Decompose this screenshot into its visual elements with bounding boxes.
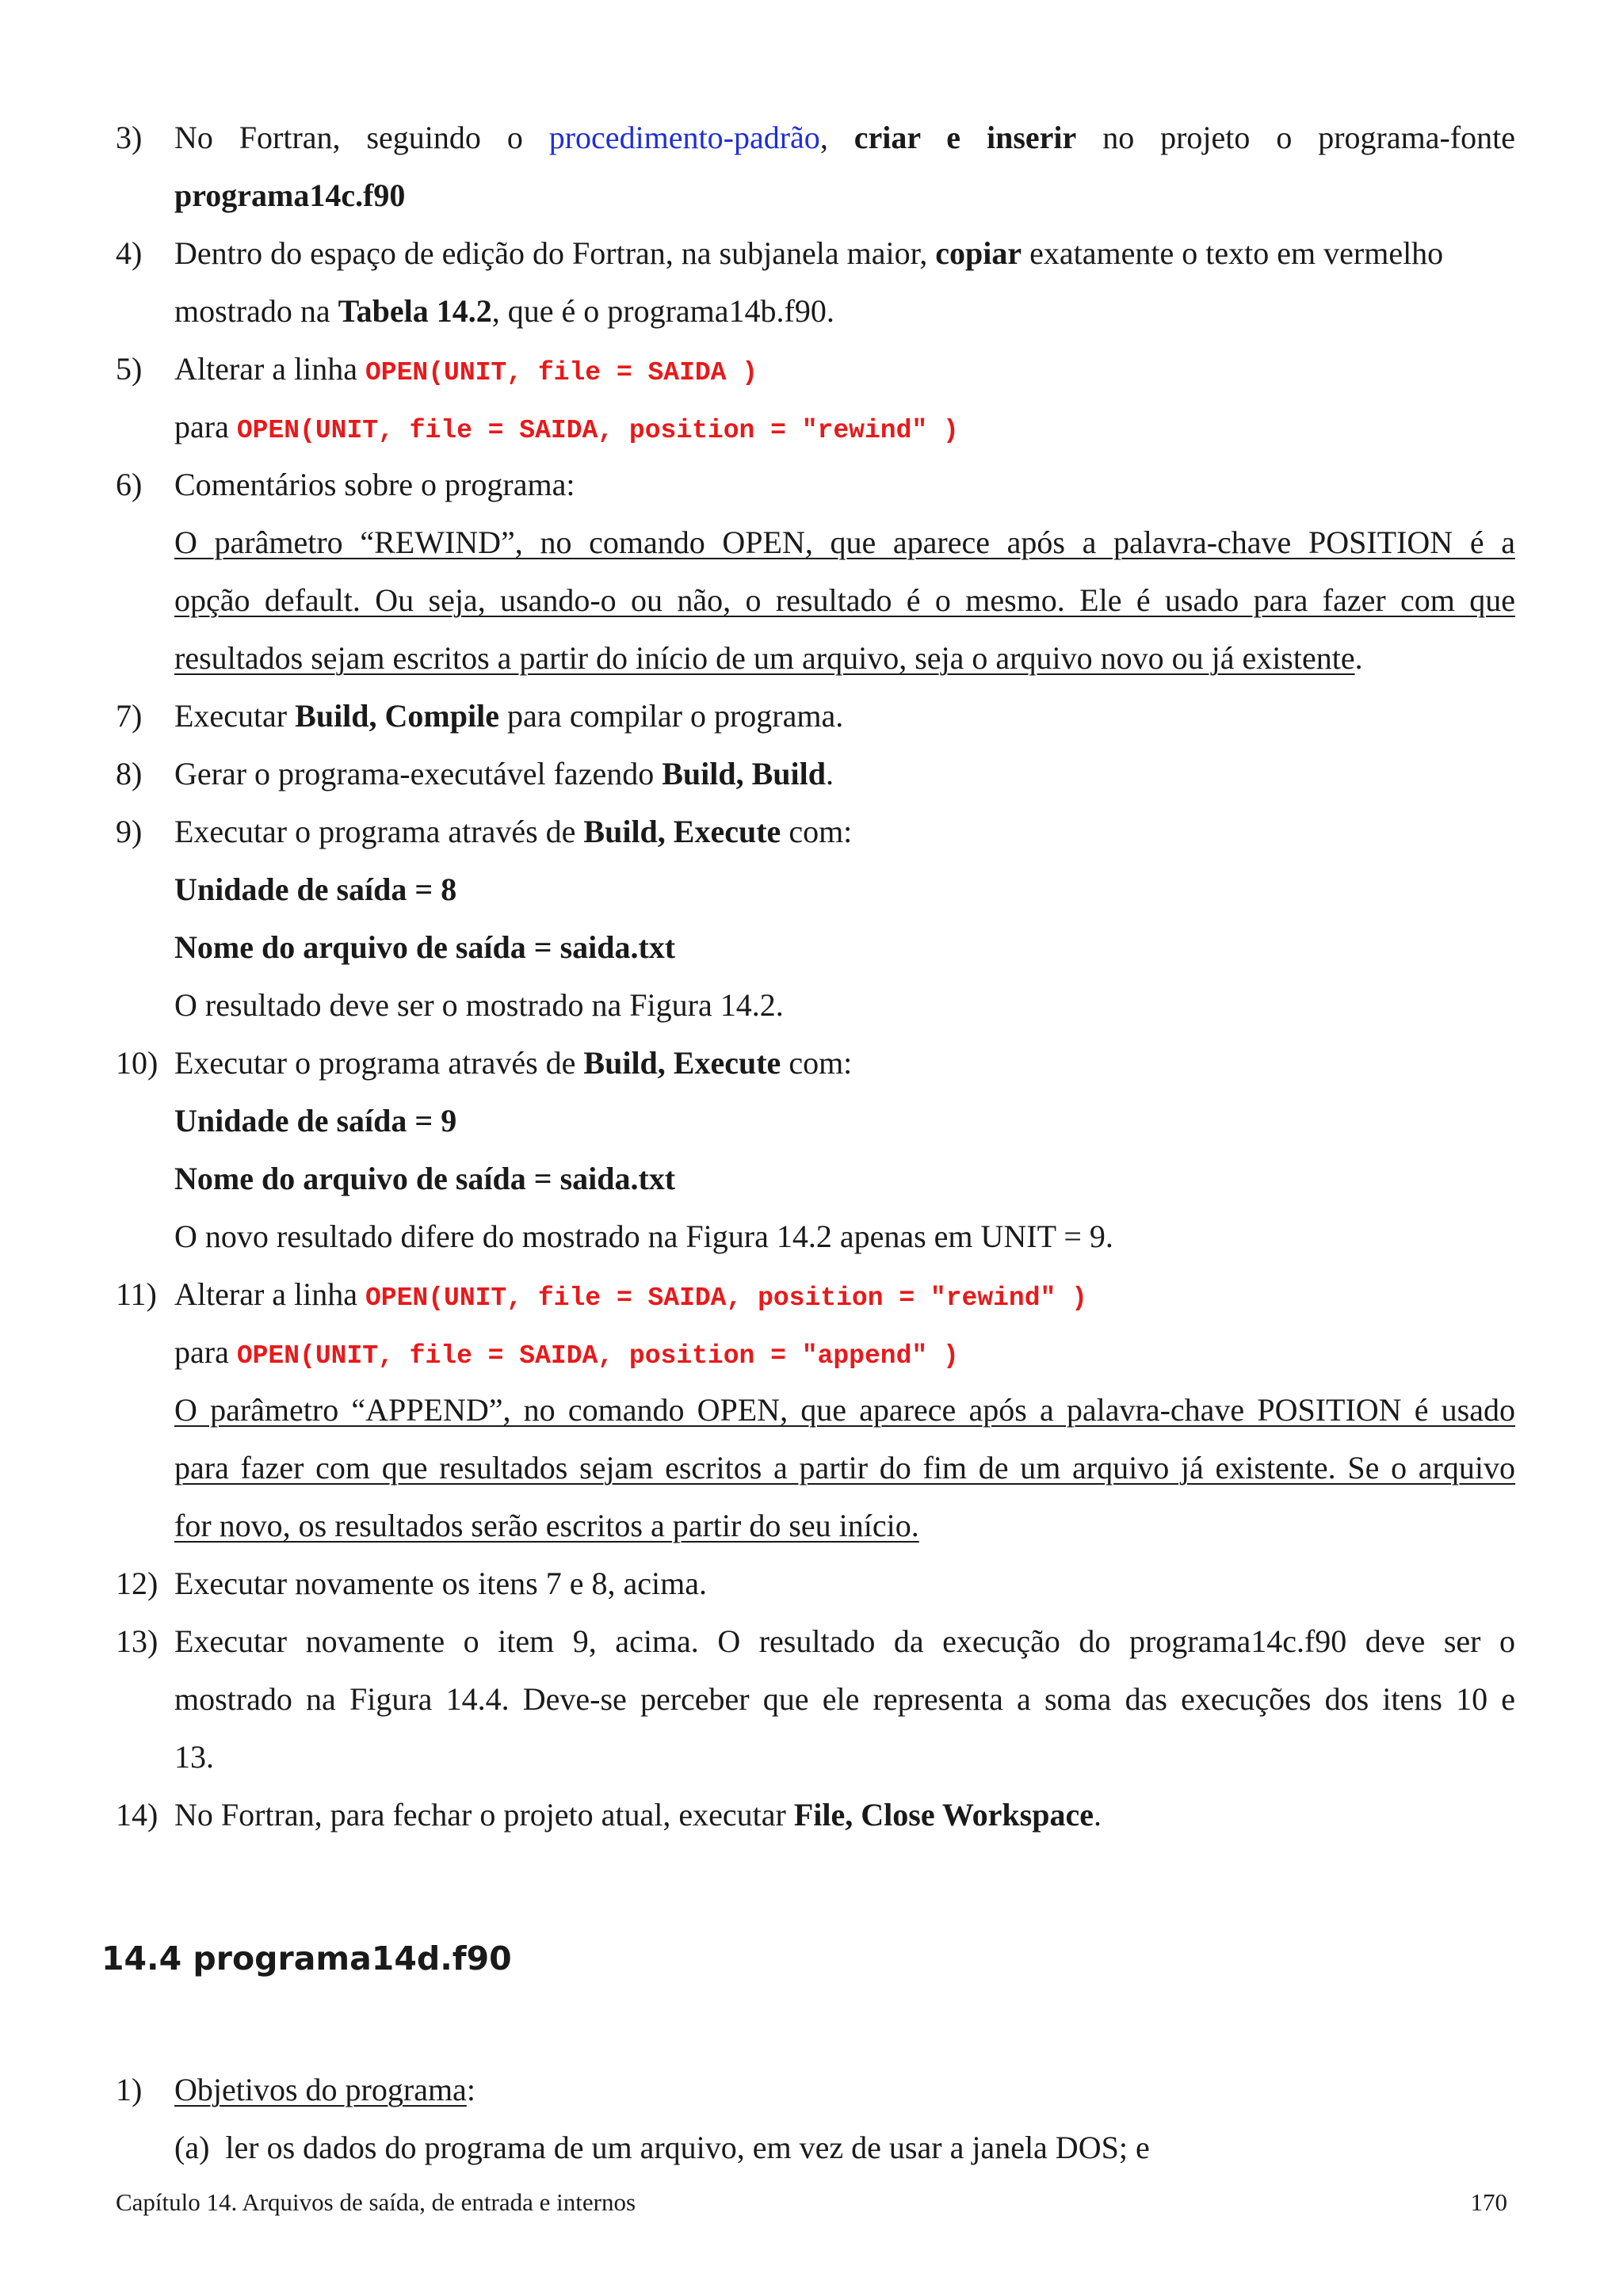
item-7-number: 7): [116, 698, 143, 734]
item-13-line-1: Executar novamente o item 9, acima. O resultado da execução do programa14c.f90 deve ser o: [174, 1623, 1515, 1659]
item-11-line-1: Alterar a linha OPEN(UNIT, file = SAIDA, position = "rewind" ): [174, 1276, 1087, 1313]
objective-a-marker: (a): [174, 2130, 210, 2165]
footer-chapter: Capítulo 14. Arquivos de saída, de entrada e internos: [116, 2188, 636, 2216]
item-10-line-1: Executar o programa através de Build, Execute com:: [174, 1045, 853, 1081]
item-5-line-2: para OPEN(UNIT, file = SAIDA, position = "rewind" ): [174, 409, 959, 445]
section-heading: 14.4 programa14d.f90: [101, 1939, 512, 1978]
item-9-line-3: Nome do arquivo de saída = saida.txt: [174, 929, 676, 965]
item-9-line-4: O resultado deve ser o mostrado na Figura 14.2.: [174, 987, 784, 1023]
item-10-line-2: Unidade de saída = 9: [174, 1103, 457, 1138]
item-4-line-1: Dentro do espaço de edição do Fortran, na subjanela maior, copiar exatamente o texto em vermelho: [174, 235, 1444, 271]
item-11-line-2: para OPEN(UNIT, file = SAIDA, position = "append" ): [174, 1334, 959, 1371]
item-9-line-1: Executar o programa através de Build, Execute com:: [174, 814, 853, 849]
objectives-line: Objetivos do programa:: [174, 2072, 475, 2107]
item-11-line-5: for novo, os resultados serão escritos a partir do seu início.: [174, 1508, 919, 1543]
item-14-number: 14): [116, 1797, 158, 1833]
item-8-number: 8): [116, 756, 143, 791]
item-6-number: 6): [116, 467, 143, 502]
item-14-line: No Fortran, para fechar o projeto atual, executar File, Close Workspace.: [174, 1797, 1102, 1833]
item-12-line: Executar novamente os itens 7 e 8, acima.: [174, 1566, 707, 1601]
item-3-line-2: programa14c.f90: [174, 177, 406, 213]
item-6-line-3: opção default. Ou seja, usando-o ou não, o resultado é o mesmo. Ele é usado para fazer com que: [174, 582, 1515, 618]
item-6-line-2: O parâmetro “REWIND”, no comando OPEN, que aparece após a palavra-chave POSITION é a: [174, 524, 1515, 560]
item-13-number: 13): [116, 1623, 158, 1659]
item-13-line-2: mostrado na Figura 14.4. Deve-se perceber que ele representa a soma das execuções dos itens 10 e: [174, 1681, 1515, 1717]
code-open-append: OPEN(UNIT, file = SAIDA, position = "append" ): [236, 1341, 959, 1371]
code-open-rewind: OPEN(UNIT, file = SAIDA, position = "rewind" ): [236, 416, 959, 445]
item-11-line-4: para fazer com que resultados sejam escritos a partir do fim de um arquivo já existente. Se o arquivo: [174, 1450, 1515, 1486]
item-3-number: 3): [116, 120, 143, 155]
item-4-line-2: mostrado na Tabela 14.2, que é o programa14b.f90.: [174, 293, 834, 329]
item-6-line-4: resultados sejam escritos a partir do início de um arquivo, seja o arquivo novo ou já existente.: [174, 640, 1363, 676]
item-4-number: 4): [116, 235, 143, 271]
objectives-number: 1): [116, 2072, 143, 2107]
item-10-line-4: O novo resultado difere do mostrado na Figura 14.2 apenas em UNIT = 9.: [174, 1219, 1113, 1254]
item-13-line-3: 13.: [174, 1739, 214, 1775]
item-10-number: 10): [116, 1045, 158, 1081]
item-6-line-1: Comentários sobre o programa:: [174, 467, 575, 502]
item-11-number: 11): [116, 1276, 157, 1312]
item-9-line-2: Unidade de saída = 8: [174, 871, 457, 907]
item-8-line: Gerar o programa-executável fazendo Build, Build.: [174, 756, 834, 791]
code-open-rewind: OPEN(UNIT, file = SAIDA, position = "rewind" ): [365, 1283, 1087, 1313]
page-number: 170: [1470, 2188, 1507, 2216]
item-7-line: Executar Build, Compile para compilar o programa.: [174, 698, 844, 734]
item-10-line-3: Nome do arquivo de saída = saida.txt: [174, 1161, 676, 1196]
item-11-line-3: O parâmetro “APPEND”, no comando OPEN, que aparece após a palavra-chave POSITION é usado: [174, 1392, 1515, 1428]
item-9-number: 9): [116, 814, 143, 849]
item-5-line-1: Alterar a linha OPEN(UNIT, file = SAIDA ): [174, 351, 758, 387]
item-3-line-1: No Fortran, seguindo o procedimento-padrão, criar e inserir no projeto o programa-fonte: [174, 120, 1516, 155]
code-open-saida: OPEN(UNIT, file = SAIDA ): [365, 358, 758, 387]
item-12-number: 12): [116, 1566, 158, 1601]
item-5-number: 5): [116, 351, 143, 387]
objective-a: (a) ler os dados do programa de um arquivo, em vez de usar a janela DOS; e: [174, 2130, 1150, 2165]
procedimento-padrao-link[interactable]: procedimento-padrão: [548, 120, 820, 155]
